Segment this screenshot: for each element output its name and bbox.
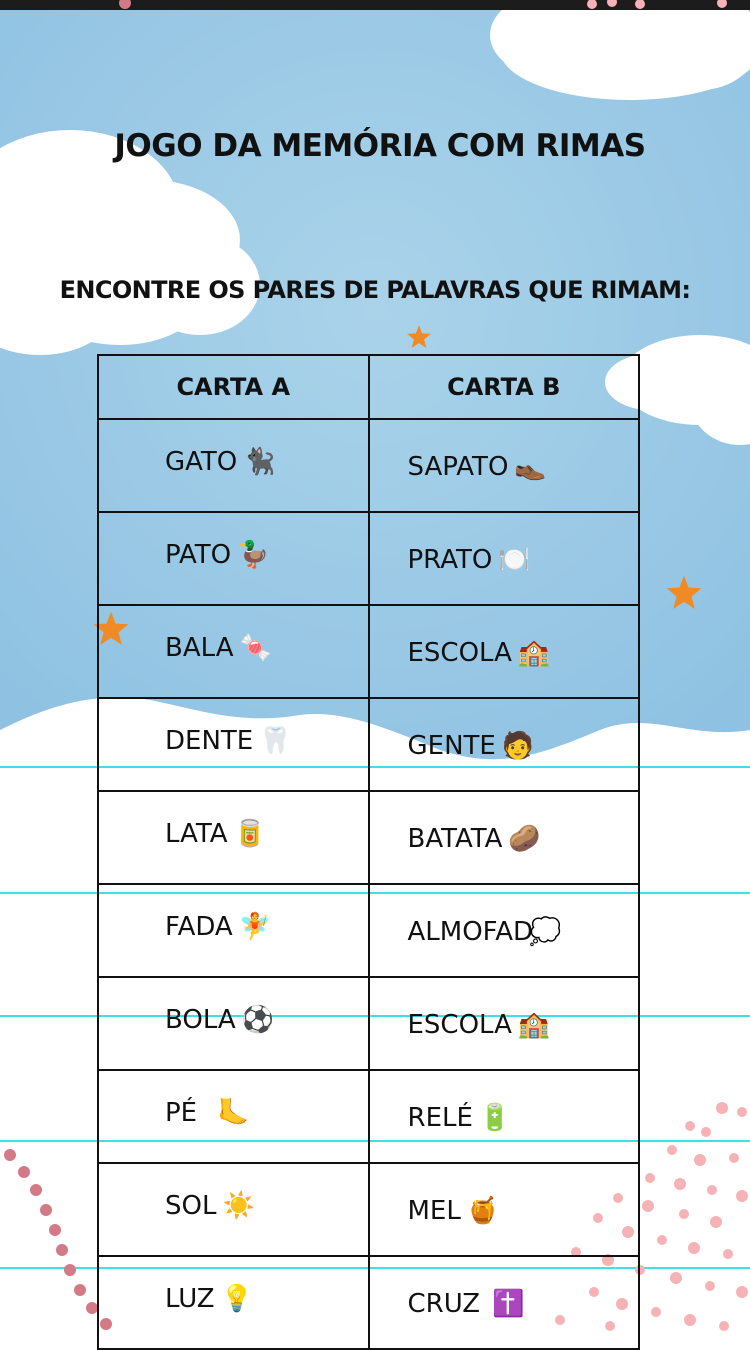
card-b-cell[interactable] xyxy=(369,419,640,512)
star-icon xyxy=(664,574,704,612)
rhyme-table xyxy=(97,354,640,1350)
card-b-cell[interactable] xyxy=(369,1256,640,1349)
card-a-word: LATA xyxy=(165,819,228,849)
card-a-cell[interactable] xyxy=(98,977,369,1070)
card-a-cell[interactable] xyxy=(98,1070,369,1163)
header-carta-b: CARTA B xyxy=(369,355,640,419)
thought-bubble-icon: 💭 xyxy=(529,917,562,947)
cat-icon: 🐈‍⬛ xyxy=(243,447,276,477)
card-a-cell[interactable] xyxy=(98,419,369,512)
table-row xyxy=(98,419,639,512)
page-subtitle: ENCONTRE OS PARES DE PALAVRAS QUE RIMAM: xyxy=(59,276,691,304)
table-header-row xyxy=(98,355,639,419)
soccer-ball-icon: ⚽ xyxy=(241,1005,275,1035)
battery-icon: 🔋 xyxy=(478,1103,512,1133)
shoe-icon: 👞 xyxy=(514,452,547,482)
card-a-word: PATO xyxy=(165,540,232,570)
card-a-word: FADA xyxy=(165,912,233,942)
card-b-word: CRUZ xyxy=(407,1289,481,1319)
card-a-cell[interactable] xyxy=(98,698,369,791)
header-carta-a: CARTA A xyxy=(98,355,369,419)
foot-icon: 🦶 xyxy=(217,1098,250,1128)
card-b-cell[interactable] xyxy=(369,791,640,884)
card-b-cell[interactable] xyxy=(369,884,640,977)
card-b-cell[interactable] xyxy=(369,1163,640,1256)
card-a-word: PÉ xyxy=(165,1098,198,1128)
candy-icon: 🍬 xyxy=(239,633,272,663)
page-title: JOGO DA MEMÓRIA COM RIMAS xyxy=(114,128,646,164)
table-row xyxy=(98,1070,639,1163)
table-row xyxy=(98,791,639,884)
cross-icon: ✝️ xyxy=(492,1289,525,1319)
card-b-word: PRATO xyxy=(407,545,493,575)
honey-pot-icon: 🍯 xyxy=(466,1196,500,1226)
table-row xyxy=(98,977,639,1070)
card-a-word: GATO xyxy=(165,447,238,477)
card-b-word: RELÉ xyxy=(407,1103,473,1133)
sun-icon: ☀️ xyxy=(222,1191,255,1221)
card-b-word: BATATA xyxy=(407,824,503,854)
fairy-icon: 🧚 xyxy=(238,912,272,942)
table-row xyxy=(98,512,639,605)
card-b-word: ESCOLA xyxy=(407,638,512,668)
card-a-word: LUZ xyxy=(165,1284,215,1314)
potato-icon: 🥔 xyxy=(508,824,541,854)
can-icon: 🥫 xyxy=(233,819,266,849)
table-row xyxy=(98,884,639,977)
tooth-icon: 🦷 xyxy=(259,726,292,756)
card-b-word: ESCOLA xyxy=(407,1010,512,1040)
card-a-cell[interactable] xyxy=(98,1163,369,1256)
table-row xyxy=(98,1256,639,1349)
plate-icon: 🍽️ xyxy=(498,545,531,575)
light-bulb-icon: 💡 xyxy=(220,1284,253,1314)
card-b-word: MEL xyxy=(407,1196,461,1226)
card-b-cell[interactable] xyxy=(369,698,640,791)
school-icon: 🏫 xyxy=(517,638,551,668)
card-b-word: SAPATO xyxy=(407,452,509,482)
card-b-word: ALMOFAD xyxy=(407,917,534,947)
table-row xyxy=(98,1163,639,1256)
card-b-cell[interactable] xyxy=(369,977,640,1070)
card-a-cell[interactable] xyxy=(98,1256,369,1349)
card-b-cell[interactable] xyxy=(369,512,640,605)
card-a-cell[interactable] xyxy=(98,791,369,884)
person-icon: 🧑 xyxy=(501,731,535,761)
card-a-word: DENTE xyxy=(165,726,254,756)
card-a-cell[interactable] xyxy=(98,605,369,698)
card-b-cell[interactable] xyxy=(369,605,640,698)
school-icon: 🏫 xyxy=(517,1010,551,1040)
card-a-word: SOL xyxy=(165,1191,217,1221)
card-b-cell[interactable] xyxy=(369,1070,640,1163)
card-a-word: BALA xyxy=(165,633,234,663)
card-a-cell[interactable] xyxy=(98,512,369,605)
table-row xyxy=(98,605,639,698)
duck-icon: 🦆 xyxy=(237,540,270,570)
table-row xyxy=(98,698,639,791)
card-a-word: BOLA xyxy=(165,1005,236,1035)
card-a-cell[interactable] xyxy=(98,884,369,977)
star-icon xyxy=(406,324,432,350)
card-b-word: GENTE xyxy=(407,731,496,761)
